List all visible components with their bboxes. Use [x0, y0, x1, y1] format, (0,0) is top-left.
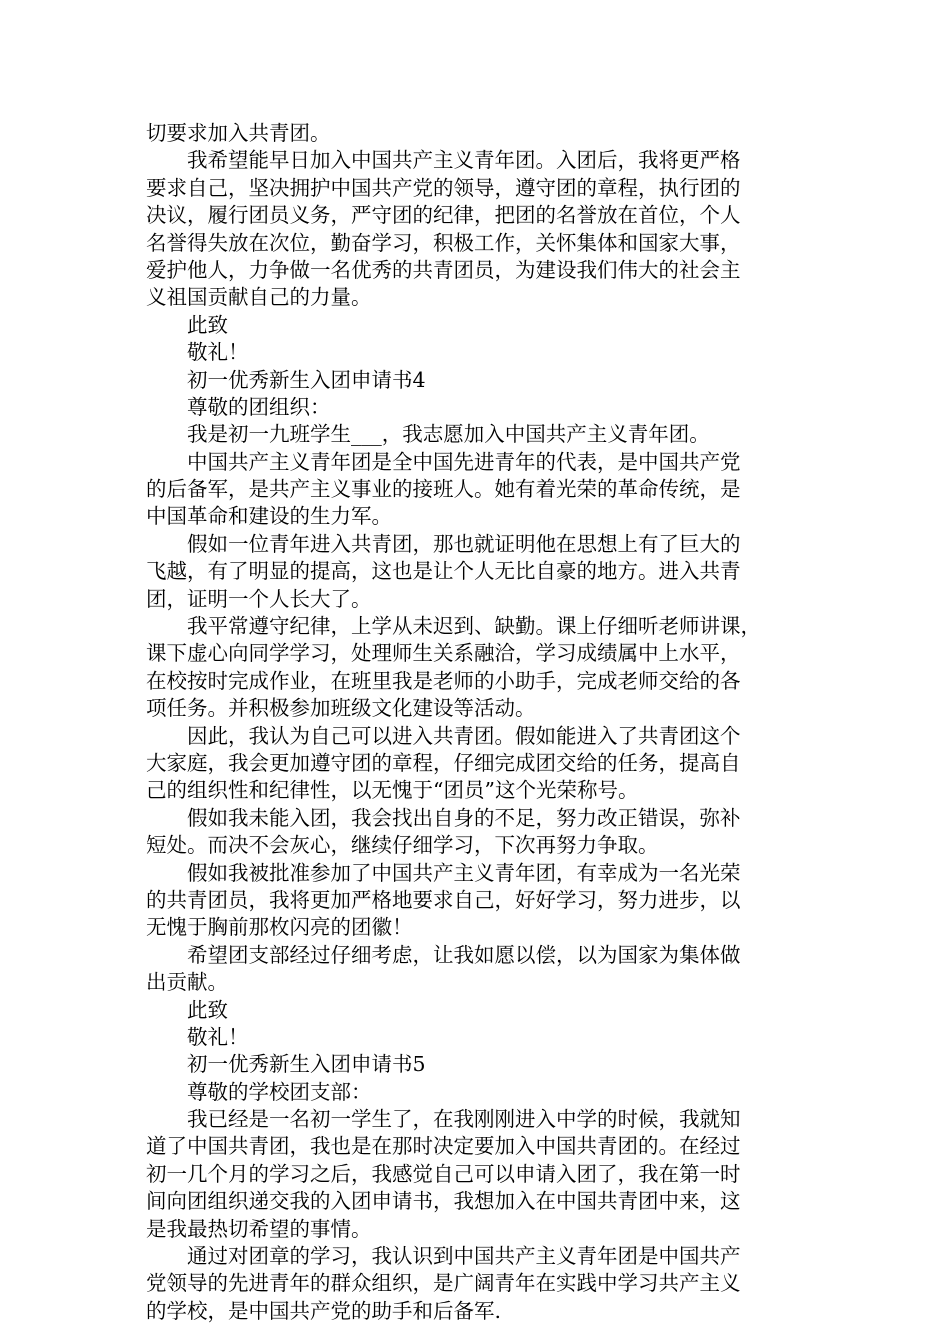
text-line: 党领导的先进青年的群众组织，是广阔青年在实践中学习共产主义 — [146, 1271, 741, 1296]
text-line: 尊敬的学校团支部： — [146, 1079, 372, 1104]
text-line: 名誉得失放在次位，勤奋学习，积极工作，关怀集体和国家大事， — [146, 230, 741, 255]
text-line: 决议，履行团员义务，严守团的纪律，把团的名誉放在首位，个人 — [146, 203, 741, 228]
text-line: 敬礼！ — [146, 1024, 249, 1049]
text-line: 初一优秀新生入团申请书5 — [146, 1052, 426, 1077]
text-line: 我已经是一名初一学生了，在我刚刚进入中学的时候，我就知 — [146, 1107, 741, 1132]
text-line: 大家庭，我会更加遵守团的章程，仔细完成团交给的任务，提高自 — [146, 750, 741, 775]
text-line: 我希望能早日加入中国共产主义青年团。入团后，我将更严格 — [146, 148, 741, 173]
text-line: 出贡献。 — [146, 970, 228, 995]
text-line: 己的组织性和纪律性，以无愧于“团员”这个光荣称号。 — [146, 778, 639, 803]
text-line: 中国共产主义青年团是全中国先进青年的代表，是中国共产党 — [146, 449, 741, 474]
text-line: 我平常遵守纪律，上学从未迟到、缺勤。课上仔细听老师讲课， — [146, 614, 761, 639]
text-line: 敬礼！ — [146, 340, 249, 365]
text-line: 初一优秀新生入团申请书4 — [146, 367, 426, 392]
text-line: 间向团组织递交我的入团申请书，我想加入在中国共青团中来，这 — [146, 1189, 741, 1214]
text-line: 此致 — [146, 312, 228, 337]
text-line: 课下虚心向同学学习，处理师生关系融洽，学习成绩属中上水平， — [146, 641, 741, 666]
text-line: 通过对团章的学习，我认识到中国共产主义青年团是中国共产 — [146, 1244, 741, 1269]
text-line: 短处。而决不会灰心，继续仔细学习，下次再努力争取。 — [146, 833, 659, 858]
text-line: 切要求加入共青团。 — [146, 121, 331, 145]
text-line: 要求自己，坚决拥护中国共产党的领导，遵守团的章程，执行团的 — [146, 175, 741, 200]
text-line: 义祖国贡献自己的力量。 — [146, 285, 372, 310]
text-line: 假如我被批准参加了中国共产主义青年团，有幸成为一名光荣 — [146, 860, 741, 885]
text-line: 假如我未能入团，我会找出自身的不足，努力改正错误，弥补 — [146, 805, 741, 830]
document-body — [146, 120, 818, 1325]
text-line: 的后备军，是共产主义事业的接班人。她有着光荣的革命传统，是 — [146, 477, 741, 502]
text-line: 爱护他人，力争做一名优秀的共青团员，为建设我们伟大的社会主 — [146, 257, 741, 282]
text-line: 我是初一九班学生___，我志愿加入中国共产主义青年团。 — [146, 422, 710, 447]
text-line: 初一几个月的学习之后，我感觉自己可以申请入团了，我在第一时 — [146, 1161, 741, 1186]
text-line: 因此，我认为自己可以进入共青团。假如能进入了共青团这个 — [146, 723, 741, 748]
text-line: 无愧于胸前那枚闪亮的团徽！ — [146, 915, 413, 940]
text-line: 希望团支部经过仔细考虑，让我如愿以偿，以为国家为集体做 — [146, 942, 741, 967]
text-line: 中国革命和建设的生力军。 — [146, 504, 392, 529]
text-line: 的学校，是中国共产党的助手和后备军. — [146, 1298, 502, 1323]
text-line: 是我最热切希望的事情。 — [146, 1216, 372, 1241]
text-line: 的共青团员，我将更加严格地要求自己，好好学习，努力进步，以 — [146, 887, 741, 912]
text-line: 道了中国共青团，我也是在那时决定要加入中国共青团的。在经过 — [146, 1134, 741, 1159]
text-line: 尊敬的团组织： — [146, 394, 331, 419]
text-line: 团，证明一个人长大了。 — [146, 586, 372, 611]
text-line: 假如一位青年进入共青团，那也就证明他在思想上有了巨大的 — [146, 531, 741, 556]
text-line: 此致 — [146, 997, 228, 1022]
text-line: 在校按时完成作业，在班里我是老师的小助手，完成老师交给的各 — [146, 668, 741, 693]
text-line: 项任务。并积极参加班级文化建设等活动。 — [146, 696, 536, 721]
text-line: 飞越，有了明显的提高，这也是让个人无比自豪的地方。进入共青 — [146, 559, 741, 584]
